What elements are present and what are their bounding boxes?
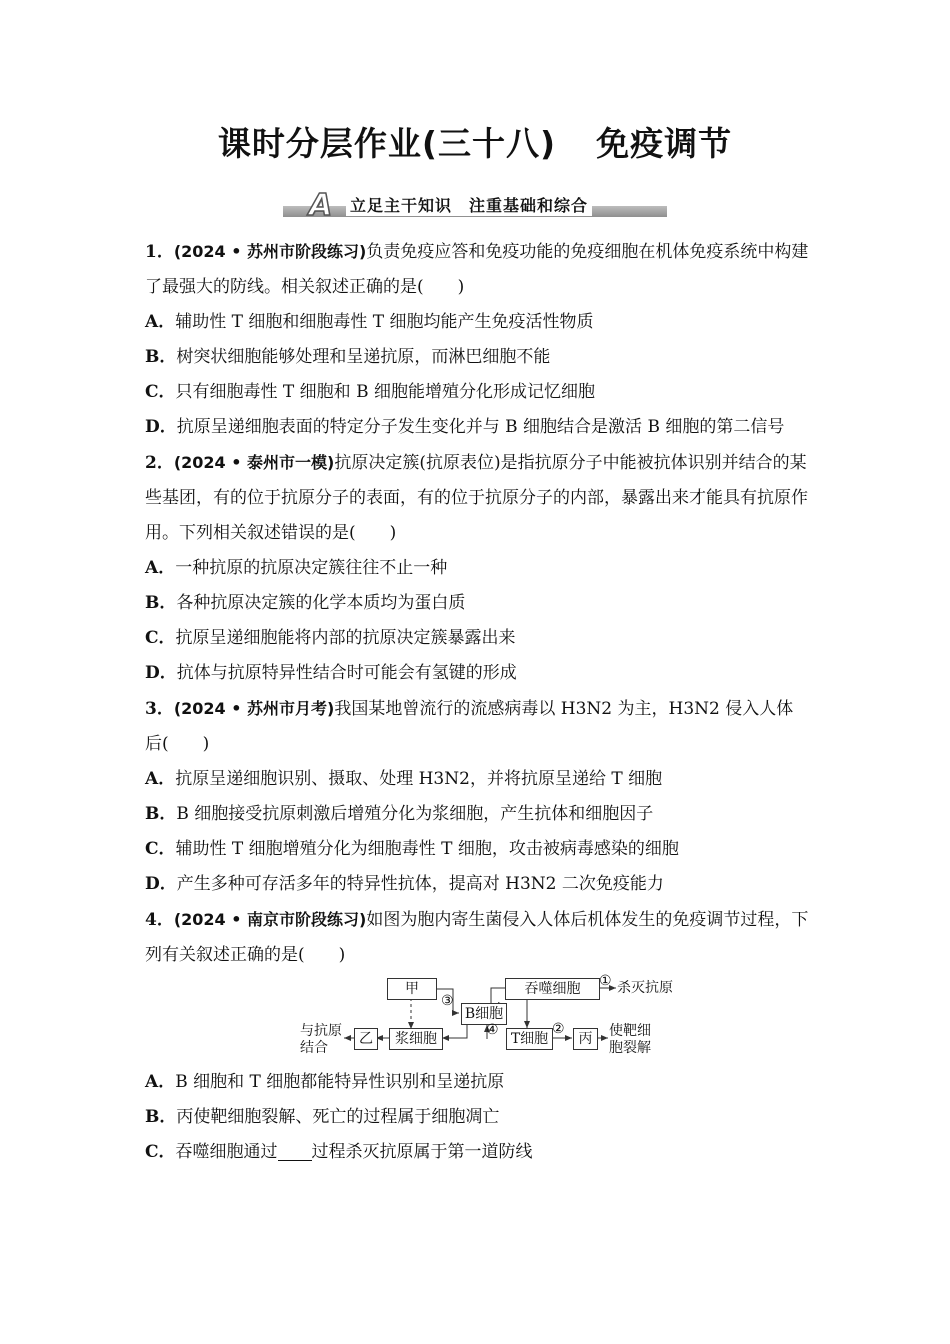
- question-3-option-c: C．辅助性 T 细胞增殖分化为细胞毒性 T 细胞，攻击被病毒感染的细胞: [145, 839, 679, 859]
- label-circle-1: ①: [599, 973, 612, 989]
- label-shamie: 杀灭抗原: [617, 980, 673, 996]
- question-3-option-d: D．产生多种可存活多年的特异性抗体，提高对 H3N2 二次免疫能力: [145, 874, 664, 894]
- section-heading: 立足主干知识 注重基础和综合: [346, 193, 592, 216]
- question-3-option-a: A．抗原呈递细胞识别、摄取、处理 H3N2，并将抗原呈递给 T 细胞: [145, 769, 663, 789]
- question-number: 1．: [145, 242, 174, 262]
- question-1-option-c: C．只有细胞毒性 T 细胞和 B 细胞能增殖分化形成记忆细胞: [145, 382, 595, 402]
- question-source: (2024 • 泰州市一模): [173, 453, 335, 472]
- question-source: (2024 • 南京市阶段练习): [173, 910, 367, 929]
- question-1-option-a: A．辅助性 T 细胞和细胞毒性 T 细胞均能产生免疫活性物质: [145, 312, 594, 332]
- box-jiang: 浆细胞: [389, 1028, 443, 1050]
- label-bind-line2: 结合: [300, 1040, 328, 1056]
- question-3-stem: [145, 691, 810, 762]
- question-4-option-b: B．丙使靶细胞裂解、死亡的过程属于细胞凋亡: [145, 1107, 500, 1127]
- box-yi: 乙: [354, 1028, 378, 1050]
- label-lysis-line2: 胞裂解: [609, 1040, 651, 1056]
- box-bcell: B细胞: [461, 1003, 507, 1025]
- label-bind-line1: 与抗原: [300, 1023, 342, 1039]
- section-banner: [283, 188, 667, 223]
- question-number: 2．: [145, 453, 174, 473]
- question-2-option-c: C．抗原呈递细胞能将内部的抗原决定簇暴露出来: [145, 628, 516, 648]
- arrow-bcell-to-jiang: [442, 1023, 467, 1038]
- question-2-option-a: A．一种抗原的抗原决定簇往往不止一种: [145, 558, 448, 578]
- question-text: 我国某地曾流行的流感病毒以 H3N2 为主，H3N2 侵入人体后( ): [145, 699, 794, 754]
- box-tcell: T细胞: [506, 1028, 553, 1050]
- question-text: 抗原决定簇(抗原表位)是指抗原分子中能被抗体识别并结合的某些基团，有的位于抗原分子的表面，有的位于抗原分子的内部，暴露出来才能具有抗原作用。下列相关叙述错误的是( ): [145, 453, 808, 543]
- question-4-option-c: C．吞噬细胞通过 过程杀灭抗原属于第一道防线: [145, 1142, 533, 1162]
- section-letter: A: [309, 188, 333, 223]
- page-title-sub: 免疫调节: [596, 124, 733, 163]
- box-bing: 丙: [573, 1028, 598, 1050]
- immune-flow-diagram: [145, 975, 810, 1065]
- question-2-stem: [145, 445, 810, 551]
- question-4-stem: [145, 902, 810, 973]
- label-circle-2: ②: [552, 1021, 565, 1037]
- label-lysis-line1: 使靶细: [609, 1023, 651, 1039]
- question-text: 负责免疫应答和免疫功能的免疫细胞在机体免疫系统中构建了最强大的防线。相关叙述正确的是( ): [145, 242, 809, 297]
- label-circle-4: ④: [486, 1022, 499, 1038]
- question-number: 4．: [145, 910, 174, 930]
- question-text: 如图为胞内寄生菌侵入人体后机体发生的免疫调节过程，下列有关叙述正确的是( ): [145, 910, 809, 965]
- question-source: (2024 • 苏州市月考): [173, 699, 335, 718]
- question-2-option-b: B．各种抗原决定簇的化学本质均为蛋白质: [145, 593, 466, 613]
- label-circle-3: ③: [441, 993, 454, 1009]
- question-2-option-d: D．抗体与抗原特异性结合时可能会有氢键的形成: [145, 663, 517, 683]
- page-title: [0, 118, 950, 165]
- question-1-option-d: D．抗原呈递细胞表面的特定分子发生变化并与 B 细胞结合是激活 B 细胞的第二信号: [145, 417, 785, 437]
- page-title-main: 课时分层作业(三十八): [217, 124, 557, 163]
- question-4-option-a: A．B 细胞和 T 细胞都能特异性识别和呈递抗原: [145, 1072, 505, 1092]
- box-tunshi: 吞噬细胞: [505, 978, 600, 1000]
- answer-blank: [278, 1142, 312, 1161]
- question-number: 3．: [145, 699, 174, 719]
- question-1-stem: [145, 234, 810, 305]
- question-list: [145, 234, 810, 1170]
- box-jia: 甲: [387, 978, 437, 1000]
- question-source: (2024 • 苏州市阶段练习): [173, 242, 367, 261]
- question-3-option-b: B．B 细胞接受抗原刺激后增殖分化为浆细胞，产生抗体和细胞因子: [145, 804, 654, 824]
- question-1-option-b: B．树突状细胞能够处理和呈递抗原，而淋巴细胞不能: [145, 347, 551, 367]
